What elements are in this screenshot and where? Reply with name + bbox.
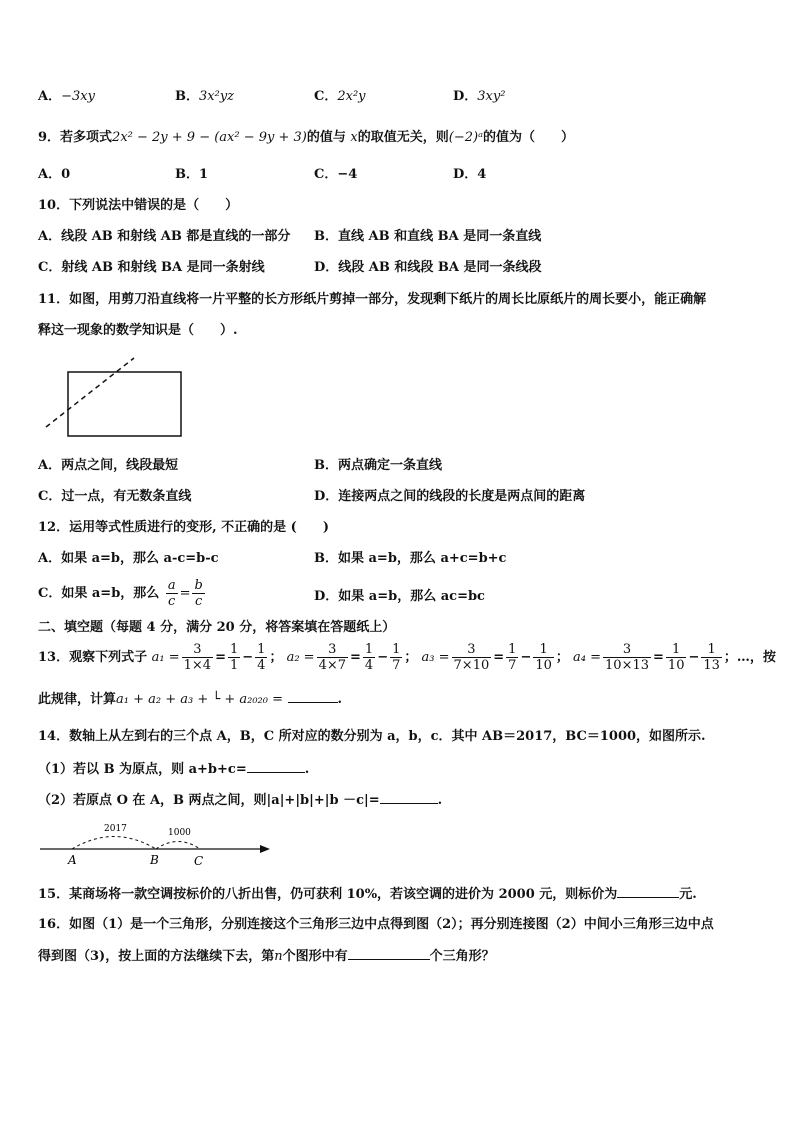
- q13-separator: ；: [269, 650, 283, 665]
- q11-option-b: B．两点确定一条直线: [314, 458, 442, 473]
- q13-term-fraction: $\frac{1}{7}$: [508, 642, 517, 673]
- q9-option-b: B．1: [175, 167, 209, 182]
- q8-option-b: B．3x²yz: [175, 89, 235, 104]
- q14-part1-blank[interactable]: [247, 760, 305, 773]
- q16-answer-blank[interactable]: [348, 947, 430, 960]
- q13-equals: =: [350, 650, 361, 665]
- q12-stem: 12．运用等式性质进行的变形, 不正确的是 ( ): [38, 520, 329, 535]
- q12-option-a: A．如果 a=b，那么 a-c=b-c: [38, 551, 219, 566]
- q13-equals: =: [653, 650, 664, 665]
- q13-term-label: a₂ =: [282, 650, 315, 665]
- q13-equals: =: [493, 650, 505, 665]
- q14-stem: 14．数轴上从左到右的三个点 A，B，C 所对应的数分别为 a，b，c．其中 AB＝2017，BC＝1000，如图所示.: [38, 729, 706, 744]
- q13-term-fraction: $\frac{1}{4}$: [364, 642, 374, 673]
- q10-option-b: B．直线 AB 和直线 BA 是同一条直线: [314, 229, 542, 244]
- q13-term-label: a₃ =: [417, 650, 450, 665]
- q13-term-fraction: $\frac{1}{10}$: [535, 642, 552, 673]
- label-bc-distance: 1000: [168, 828, 191, 838]
- q12-option-d: D．如果 a=b，那么 ac=bc: [314, 589, 485, 604]
- number-line-arrow: [260, 845, 270, 853]
- point-a-label: A: [68, 853, 77, 867]
- q9-option-a: A．0: [38, 167, 71, 182]
- q13-minus: −: [377, 650, 389, 665]
- point-b-label: B: [150, 853, 159, 867]
- q16-line2: 得到图（3)，按上面的方法继续下去，第n个图形中有 个三角形？: [38, 949, 495, 964]
- paper-rectangle: [68, 372, 181, 436]
- q13-term-fraction: $\frac{1}{4}$: [257, 642, 266, 673]
- fraction-b-over-c: $\frac{b}{c}$: [194, 578, 203, 609]
- cut-line: [46, 358, 134, 427]
- q14-part2-blank[interactable]: [380, 791, 438, 804]
- q8-option-c: C．2x²y: [314, 89, 366, 104]
- q9-option-d: D．4: [453, 167, 487, 182]
- q16-line1: 16．如图（1）是一个三角形，分别连接这个三角形三边中点得到图（2）；再分别连接图（2）中间小三角形三边中点: [38, 917, 714, 932]
- q13-minus: −: [520, 650, 532, 665]
- q14-number-line-figure: [38, 818, 278, 870]
- q9-stem: 9．若多项式2x² − 2y + 9 − (ax² − 9y + 3)的值与 x的取值无关，则(−2)ᵃ的值为（ ）: [38, 130, 574, 145]
- q13-minus: −: [688, 650, 700, 665]
- q13-term-fraction: $\frac{1}{13}$: [703, 642, 720, 673]
- q11-option-c: C．过一点，有无数条直线: [38, 489, 192, 504]
- q13-separator: ；…，按: [723, 650, 776, 665]
- q13-separator: ；: [555, 650, 569, 665]
- q12-option-b: B．如果 a=b，那么 a+c=b+c: [314, 551, 507, 566]
- q15-answer-blank[interactable]: [617, 885, 679, 898]
- section-fill-in-heading: 二、填空题（每题 4 分，满分 20 分，将答案填在答题纸上）: [38, 620, 396, 635]
- q12-option-c: C．如果 a=b，那么 $\frac{a}{c}$ = $\frac{b}{c}$: [38, 578, 203, 609]
- q15-stem: 15．某商场将一款空调按标价的八折出售，仍可获利 10%，若该空调的进价为 2000 元，则标价为 元.: [38, 887, 697, 902]
- q13-answer-blank[interactable]: [288, 690, 338, 703]
- arc-bc: [156, 842, 200, 850]
- q11-option-a: A．两点之间，线段最短: [38, 458, 179, 473]
- q13-term-label: a₄ =: [568, 650, 602, 665]
- q10-option-d: D．线段 AB 和线段 BA 是同一条线段: [314, 260, 542, 275]
- q10-stem: 10．下列说法中错误的是（ ）: [38, 198, 239, 213]
- q10-option-a: A．线段 AB 和射线 AB 都是直线的一部分: [38, 229, 291, 244]
- q13-separator: ；: [404, 650, 418, 665]
- q13-term-fraction: $\frac{3}{4\times 7}$: [318, 642, 347, 673]
- q13-term-fraction: $\frac{3}{7\times 10}$: [453, 642, 490, 673]
- q13-equals: =: [215, 650, 226, 665]
- q8-option-d: D．3xy²: [453, 89, 506, 104]
- q11-stem-line1: 11．如图，用剪刀沿直线将一片平整的长方形纸片剪掉一部分，发现剩下纸片的周长比原纸片的周长要小，能正确解: [38, 292, 707, 307]
- q13-term-fraction: $\frac{1}{7}$: [392, 642, 401, 673]
- q13-term-label: a₁ =: [151, 650, 180, 665]
- q13-term-fraction: $\frac{1}{10}$: [667, 642, 685, 673]
- point-c-label: C: [194, 854, 204, 868]
- q13-term-fraction: $\frac{3}{1\times 4}$: [183, 642, 212, 673]
- q13-minus: −: [242, 650, 254, 665]
- q14-part2: （2）若原点 O 在 A，B 两点之间，则|a|+|b|+|b －c|= .: [38, 793, 443, 808]
- q11-option-d: D．连接两点之间的线段的长度是两点间的距离: [314, 489, 586, 504]
- q8-option-a: A．−3xy: [38, 89, 95, 104]
- q9-option-c: C．−4: [314, 167, 358, 182]
- fraction-a-over-c: $\frac{a}{c}$: [167, 578, 176, 609]
- q10-option-c: C．射线 AB 和射线 BA 是同一条射线: [38, 260, 265, 275]
- q13-line1: 13．观察下列式子 a₁ = $\frac{3}{1\times 4}$ = $\frac{1}{1}$ − $\frac{1}{4}$ ； a₂ = $\frac{3}{4\times 7}$ = $\frac{1}{4}$ − $\frac{1}{7}$ ； a₃ = $\frac{3}{7\times 10}$ = $\frac{1}{7}$ − $\frac{1}{10}$ ； a₄ = $\frac{3}{10\times 13}$ = $\frac{1}{10}$ − $\frac{1}{13}$ ；…，按: [38, 642, 776, 673]
- q11-stem-line2: 释这一现象的数学知识是（ ）.: [38, 323, 238, 338]
- q11-rectangle-figure: [38, 355, 198, 445]
- q13-line2: 此规律，计算a₁ + a₂ + a₃ + └ + a₂₀₂₀ = .: [38, 692, 343, 707]
- label-ab-distance: 2017: [104, 824, 127, 834]
- q13-term-fraction: $\frac{1}{1}$: [229, 642, 239, 673]
- arc-ab: [72, 837, 156, 850]
- q14-part1: （1）若以 B 为原点，则 a+b+c= .: [38, 762, 310, 777]
- q13-term-fraction: $\frac{3}{10\times 13}$: [605, 642, 650, 673]
